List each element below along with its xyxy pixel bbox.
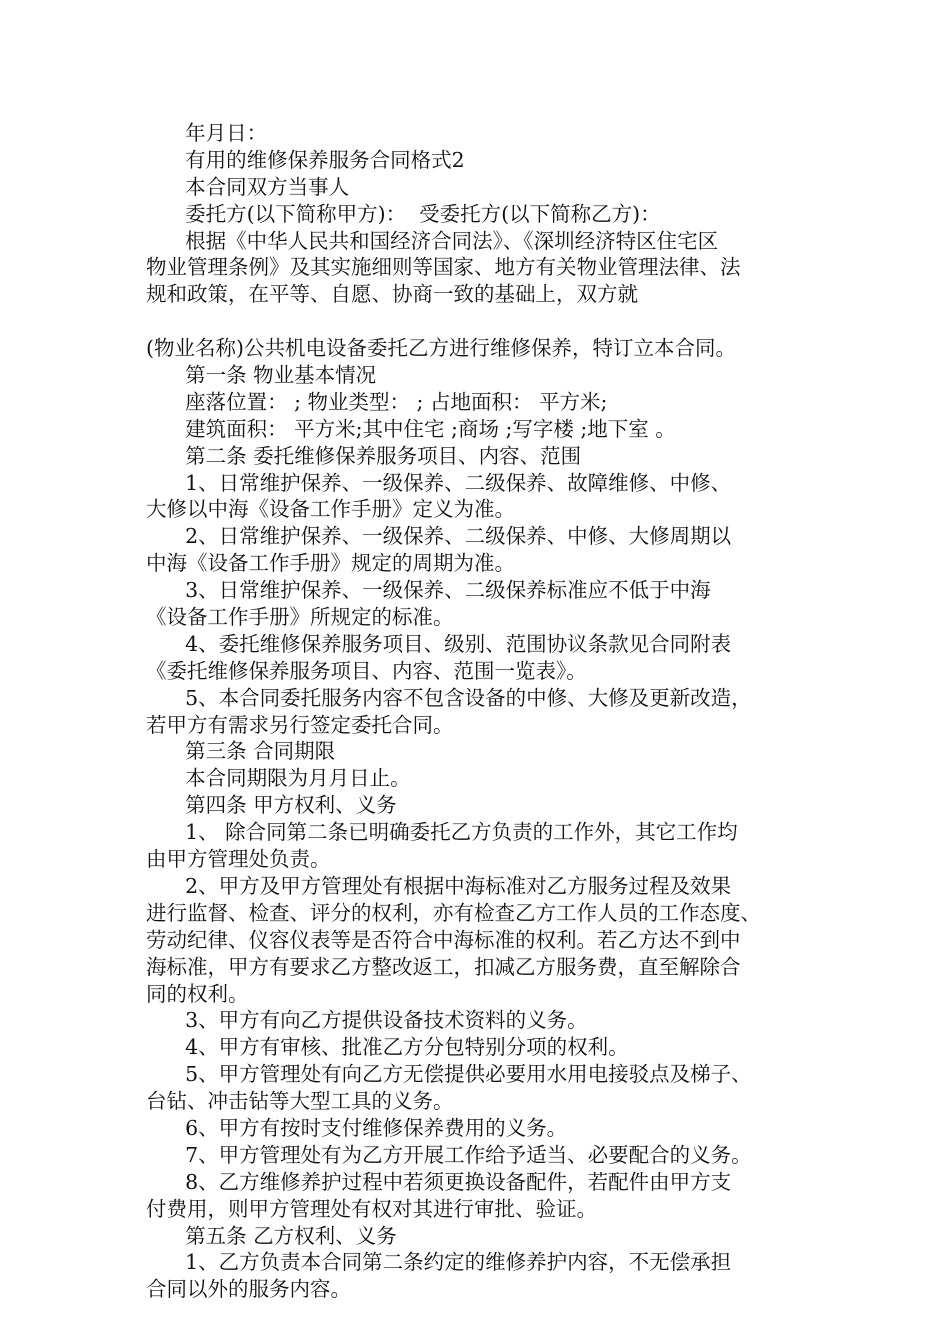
text-line: 6、甲方有按时支付维修保养费用的义务。	[146, 1115, 568, 1140]
text-line: 合同以外的服务内容。	[146, 1277, 351, 1302]
text-line: 委托方(以下简称甲方)： 受委托方(以下简称乙方)：	[146, 201, 661, 226]
text-line: 由甲方管理处负责。	[146, 847, 331, 872]
text-line: 《设备工作手册》所规定的标准。	[146, 605, 454, 630]
text-line: 海标准，甲方有要求乙方整改返工，扣减乙方服务费，直至解除合	[146, 954, 741, 979]
text-line: 年月日：	[146, 121, 268, 145]
text-line: (物业名称)公共机电设备委托乙方进行维修保养，特订立本合同。	[146, 336, 736, 361]
section-heading: 第一条 物业基本情况	[146, 363, 377, 388]
text-line: 2、甲方及甲方管理处有根据中海标准对乙方服务过程及效果	[146, 873, 732, 898]
text-line: 根据《中华人民共和国经济合同法》、《深圳经济特区住宅区	[146, 228, 719, 253]
blank-line	[146, 308, 814, 335]
text-line: 若甲方有需求另行签定委托合同。	[146, 712, 454, 737]
text-line: 座落位置： ; 物业类型： ; 占地面积： 平方米;	[146, 389, 608, 414]
text-line: 本合同双方当事人	[146, 174, 350, 199]
contract-body	[146, 120, 814, 1303]
text-line: 1、 除合同第二条已明确委托乙方负责的工作外，其它工作均	[146, 820, 738, 845]
text-line: 1、乙方负责本合同第二条约定的维修养护内容，不无偿承担	[146, 1250, 732, 1275]
text-line: 有用的维修保养服务合同格式2	[146, 147, 465, 172]
text-line: 劳动纪律、仪容仪表等是否符合中海标准的权利。若乙方达不到中	[146, 927, 741, 952]
text-line: 规和政策，在平等、自愿、协商一致的基础上，双方就	[146, 282, 638, 307]
text-line: 大修以中海《设备工作手册》定义为准。	[146, 497, 515, 522]
text-line: 本合同期限为月月日止。	[146, 766, 411, 791]
text-line: 1、日常维护保养、一级保养、二级保养、故障维修、中修、	[146, 470, 732, 495]
text-line: 中海《设备工作手册》规定的周期为准。	[146, 551, 515, 576]
text-line: 建筑面积： 平方米;其中住宅 ;商场 ;写字楼 ;地下室 。	[146, 416, 676, 441]
text-line: 《委托维修保养服务项目、内容、范围一览表》。	[146, 658, 587, 683]
text-line: 5、甲方管理处有向乙方无偿提供必要用水用电接驳点及梯子、	[146, 1062, 752, 1087]
text-line: 付费用，则甲方管理处有权对其进行审批、验证。	[146, 1196, 597, 1221]
section-heading: 第二条 委托维修保养服务项目、内容、范围	[146, 443, 582, 468]
text-line: 台钻、冲击钻等大型工具的义务。	[146, 1089, 454, 1114]
text-line: 4、委托维修保养服务项目、级别、范围协议条款见合同附表	[146, 631, 732, 656]
text-line: 5、本合同委托服务内容不包含设备的中修、大修及更新改造，	[146, 685, 752, 710]
text-line: 4、甲方有审核、批准乙方分包特别分项的权利。	[146, 1035, 629, 1060]
section-heading: 第五条 乙方权利、义务	[146, 1223, 397, 1248]
text-line: 3、甲方有向乙方提供设备技术资料的义务。	[146, 1008, 588, 1033]
section-heading: 第三条 合同期限	[146, 739, 336, 764]
text-line: 7、甲方管理处有为乙方开展工作给予适当、必要配合的义务。	[146, 1142, 752, 1167]
text-line: 物业管理条例》及其实施细则等国家、地方有关物业管理法律、法	[146, 255, 741, 280]
text-line: 3、日常维护保养、一级保养、二级保养标准应不低于中海	[146, 578, 711, 603]
text-line: 同的权利。	[146, 981, 249, 1006]
text-line: 8、乙方维修养护过程中若须更换设备配件，若配件由甲方支	[146, 1169, 732, 1194]
section-heading: 第四条 甲方权利、义务	[146, 793, 397, 818]
text-line: 进行监督、检查、评分的权利，亦有检查乙方工作人员的工作态度、	[146, 900, 761, 925]
text-line: 2、日常维护保养、一级保养、二级保养、中修、大修周期以	[146, 524, 732, 549]
